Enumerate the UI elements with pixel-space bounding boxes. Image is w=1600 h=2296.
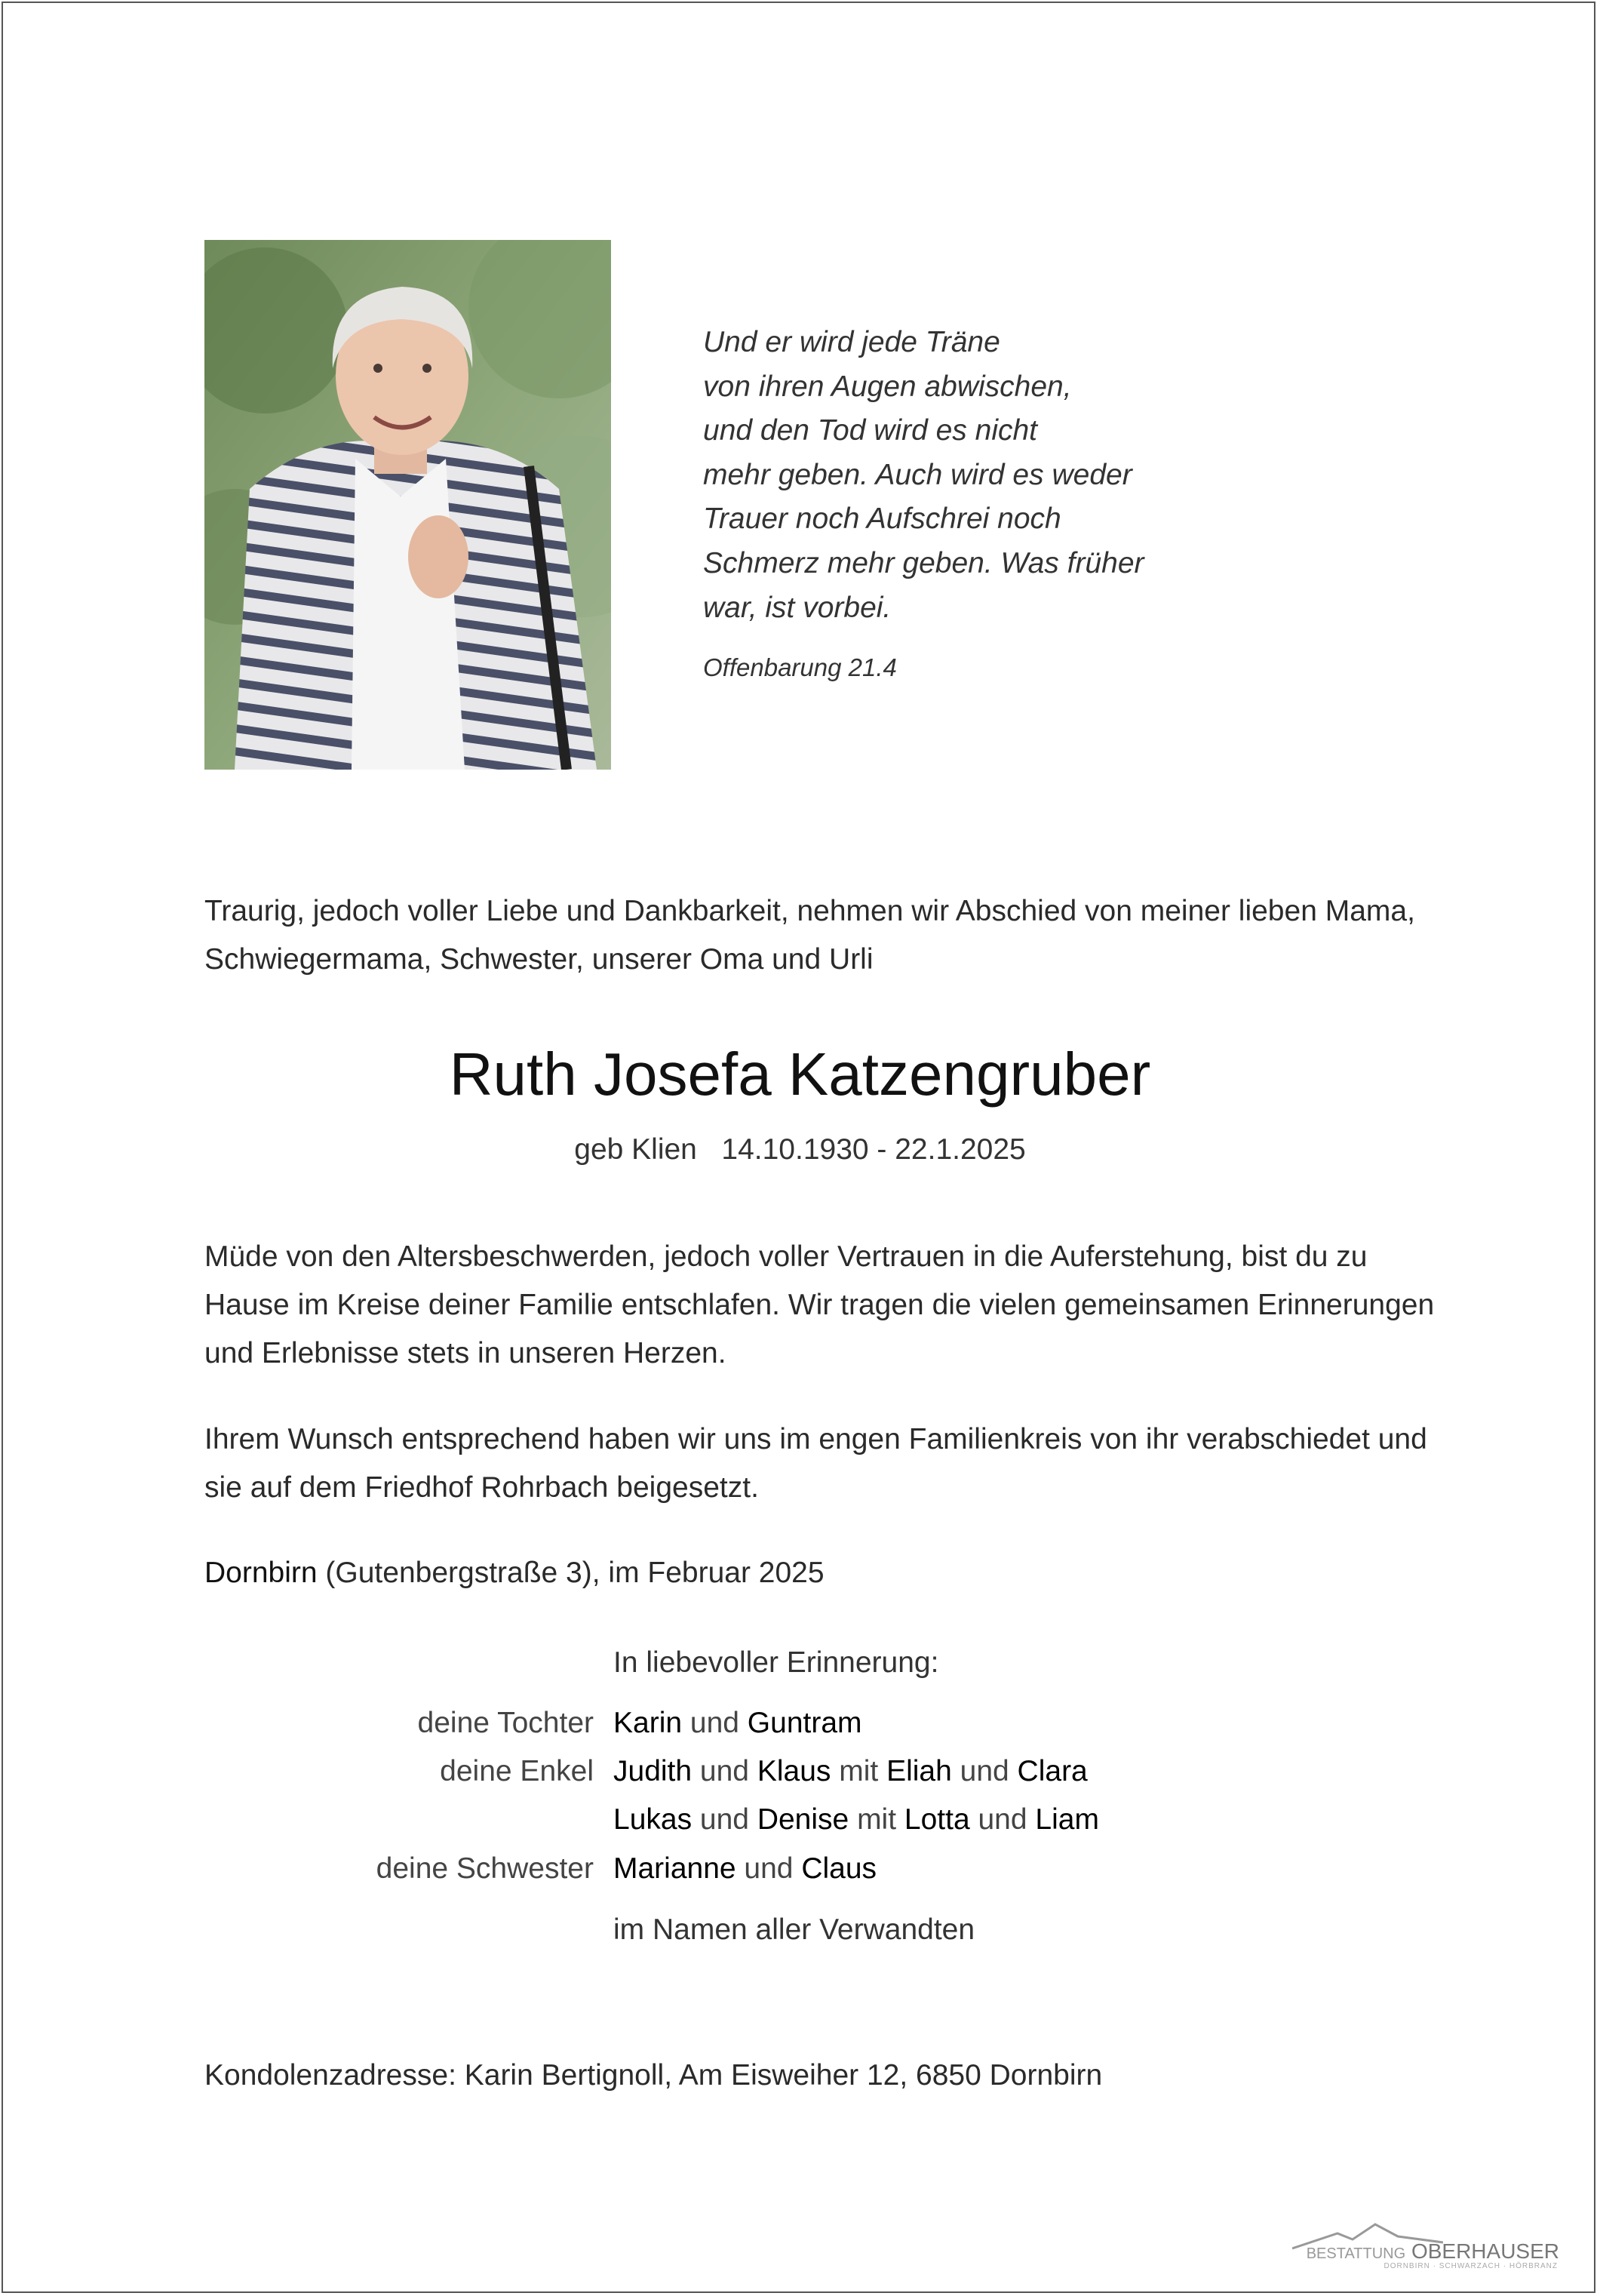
place-date-line: [204, 1557, 825, 1590]
family-member-name: Lotta: [904, 1803, 970, 1836]
family-member-name: Claus: [801, 1852, 877, 1885]
family-row: [0, 1707, 1600, 1755]
logo-subtitle: DORNBIRN · SCHWARZACH · HÖRBRANZ: [1383, 2262, 1558, 2270]
paragraph-line: sie auf dem Friedhof Rohrbach beigesetzt.: [204, 1471, 759, 1504]
intro-line: Traurig, jedoch voller Liebe und Dankbarkeit, nehmen wir Abschied von meiner lieben Mama,: [204, 895, 1415, 927]
family-member-name: Clara: [1017, 1755, 1088, 1787]
paragraph-line: Ihrem Wunsch entsprechend haben wir uns im engen Familienkreis von ihr verabschiedet und: [204, 1423, 1427, 1455]
family-relation: deine Tochter: [417, 1707, 594, 1739]
portrait-photo: [204, 240, 611, 770]
bible-verse: [703, 321, 1231, 630]
paragraph-line: Müde von den Altersbeschwerden, jedoch voller Vertrauen in die Auferstehung, bist du zu: [204, 1240, 1368, 1273]
funeral-home-logo: [1292, 2220, 1564, 2273]
family-member-name: Eliah: [886, 1755, 952, 1787]
family-connector: mit: [831, 1755, 887, 1787]
family-connector: mit: [849, 1803, 904, 1836]
verse-line: von ihren Augen abwischen,: [703, 370, 1072, 403]
family-names: [613, 1707, 862, 1740]
family-member-name: Denise: [757, 1803, 849, 1836]
family-names: [613, 1803, 1099, 1836]
on-behalf-line: im Namen aller Verwandten: [613, 1913, 975, 1946]
family-member-name: Judith: [613, 1755, 693, 1787]
place-city: Dornbirn: [204, 1557, 318, 1589]
family-row: [0, 1803, 1600, 1852]
paragraph-burial: [204, 1415, 1427, 1512]
family-connector: und: [969, 1803, 1036, 1836]
family-member-name: Marianne: [613, 1852, 736, 1885]
deceased-name: Ruth Josefa Katzengruber: [449, 1040, 1151, 1108]
family-connector: und: [692, 1755, 757, 1787]
family-relation: deine Enkel: [440, 1755, 594, 1787]
family-connector: und: [736, 1852, 802, 1885]
family-connector: und: [682, 1707, 748, 1739]
place-rest: (Gutenbergstraße 3), im Februar 2025: [317, 1557, 825, 1589]
family-member-name: Klaus: [757, 1755, 831, 1787]
memory-heading: In liebevoller Erinnerung:: [613, 1646, 939, 1679]
family-member-name: Guntram: [747, 1707, 862, 1739]
paragraph-farewell: [204, 1233, 1435, 1378]
logo-name: OBERHAUSER: [1411, 2239, 1559, 2263]
family-names: [613, 1755, 1088, 1788]
family-names: [613, 1852, 877, 1886]
verse-reference: Offenbarung 21.4: [703, 653, 897, 681]
verse-line: Und er wird jede Träne: [703, 326, 1000, 358]
paragraph-line: und Erlebnisse stets in unseren Herzen.: [204, 1337, 726, 1369]
intro-line: Schwiegermama, Schwester, unserer Oma und Urli: [204, 943, 874, 976]
family-connector: und: [692, 1803, 757, 1836]
logo-prefix: BESTATTUNG: [1306, 2245, 1406, 2262]
verse-line: und den Tod wird es nicht: [703, 414, 1038, 447]
family-relation: deine Schwester: [376, 1852, 594, 1885]
family-member-name: Lukas: [613, 1803, 693, 1836]
family-member-name: Karin: [613, 1707, 683, 1739]
birth-death-dates: geb Klien 14.10.1930 - 22.1.2025: [574, 1133, 1026, 1166]
logo-text: [1307, 2239, 1559, 2264]
intro-text: [204, 887, 1419, 984]
family-member-name: Liam: [1035, 1803, 1099, 1836]
family-connector: und: [951, 1755, 1018, 1787]
family-row: [0, 1755, 1600, 1803]
verse-line: mehr geben. Auch wird es weder: [703, 458, 1132, 491]
paragraph-line: Hause im Kreise deiner Familie entschlafen. Wir tragen die vielen gemeinsamen Erinnerungen: [204, 1289, 1435, 1321]
verse-line: Trauer noch Aufschrei noch: [703, 503, 1061, 536]
verse-line: war, ist vorbei.: [703, 591, 892, 624]
family-row: [0, 1852, 1600, 1901]
verse-line: Schmerz mehr geben. Was früher: [703, 546, 1144, 579]
condolence-address: Kondolenzadresse: Karin Bertignoll, Am Eisweiher 12, 6850 Dornbirn: [204, 2059, 1103, 2092]
